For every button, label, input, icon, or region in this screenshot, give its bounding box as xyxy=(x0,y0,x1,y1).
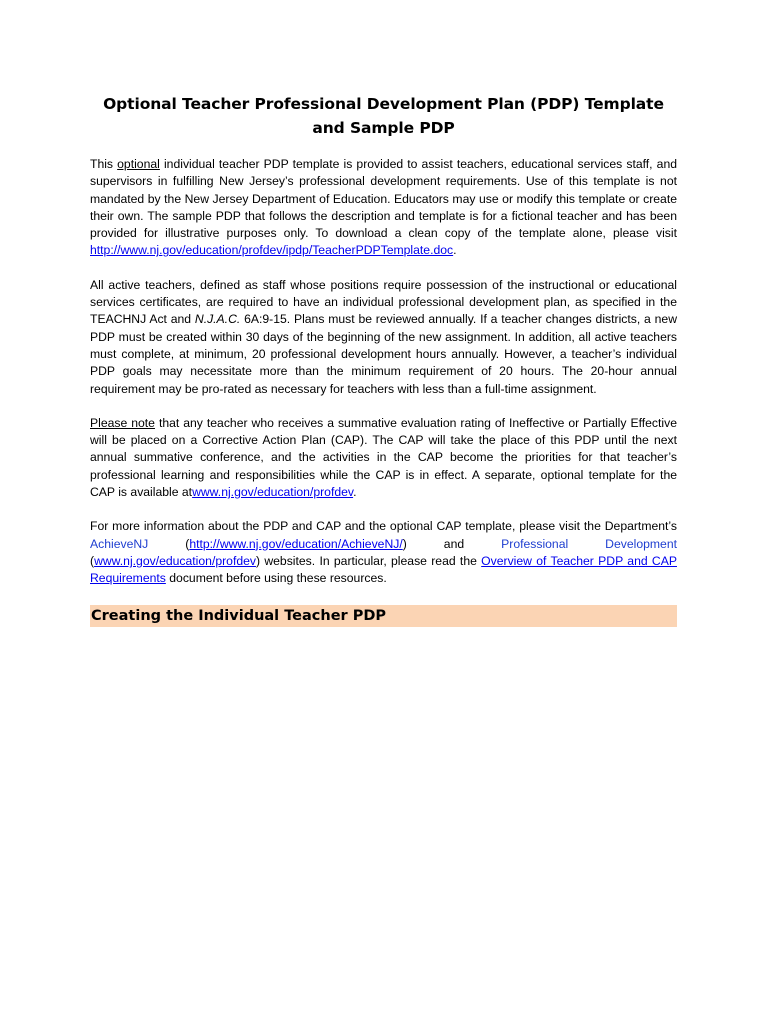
njac-citation: N.J.A.C. xyxy=(194,312,241,327)
achievenj-link[interactable]: http://www.nj.gov/education/AchieveNJ/ xyxy=(189,536,403,551)
cap-note-paragraph xyxy=(90,415,677,501)
more-info-text-f: document before using these resources. xyxy=(165,571,387,586)
document-page xyxy=(90,92,677,627)
section-heading: Creating the Individual Teacher PDP xyxy=(90,605,677,627)
intro-paragraph xyxy=(90,156,677,260)
cap-note-end: . xyxy=(353,485,357,500)
intro-text-start: This xyxy=(90,157,118,171)
more-info-text-c: ) and xyxy=(402,536,502,551)
more-info-text-d: ( xyxy=(90,553,95,568)
requirements-text-a: All active teachers, defined as staff whose positions require possession of the instructional or educational services certificates, are required to have an individual professional development plan, as specified in the TEACHNJ Act and xyxy=(90,277,677,327)
profdev-link[interactable]: www.nj.gov/education/profdev xyxy=(94,553,256,568)
document-title: Optional Teacher Professional Development Plan (PDP) Template and Sample PDP xyxy=(103,95,664,137)
intro-text-end: . xyxy=(453,243,457,258)
please-note-label: Please note xyxy=(90,415,155,430)
overview-requirements-link[interactable]: Overview of Teacher PDP and CAP Requirements xyxy=(90,553,677,586)
template-download-link[interactable]: http://www.nj.gov/education/profdev/ipdp/TeacherPDPTemplate.doc xyxy=(90,243,454,258)
profdev-label: Professional Development xyxy=(501,536,677,551)
requirements-paragraph xyxy=(90,277,677,398)
more-info-paragraph xyxy=(90,518,677,587)
optional-emphasis: optional xyxy=(117,157,160,171)
intro-text-body: individual teacher PDP template is provided to assist teachers, educational services staff, and supervisors in fulfilling New Jersey’s professional development requirements. Use of this template is not mandated by the New Jersey Department of Education. Educators may use or modify this template or create their own. The sample PDP that follows the description and template is for a fictional teacher and has been provided for illustrative purposes only. To download a clean copy of the template alone, please visit xyxy=(90,157,678,241)
more-info-text-a: For more information about the PDP and CAP and the optional CAP template, please visit the Department’s xyxy=(90,519,677,534)
cap-note-text: that any teacher who receives a summative evaluation rating of Ineffective or Partially Effective will be placed on a Corrective Action Plan (CAP). The CAP will take the place of this PDP until the next annual summative conference, and the activities in the CAP become the priorities for that teacher’s professional learning and responsibilities while the CAP is in effect. A separate, optional template for the CAP is available at xyxy=(90,415,677,500)
requirements-text-b: 6A:9-15. Plans must be reviewed annually. If a teacher changes districts, a new PDP must be created within 30 days of the beginning of the new assignment. In addition, all active teachers must complete, at minimum, 20 professional development hours annually. However, a teacher’s individual PDP goals may necessitate more than the minimum requirement of 20 hours. The 20-hour annual requirement may be pro-rated as necessary for teachers with less than a full-time assignment. xyxy=(90,312,677,396)
achievenj-label: AchieveNJ xyxy=(90,536,149,551)
more-info-text-e: ) websites. In particular, please read the xyxy=(255,553,482,568)
more-info-text-b: ( xyxy=(148,536,190,551)
cap-template-link[interactable]: www.nj.gov/education/profdev xyxy=(192,485,354,500)
